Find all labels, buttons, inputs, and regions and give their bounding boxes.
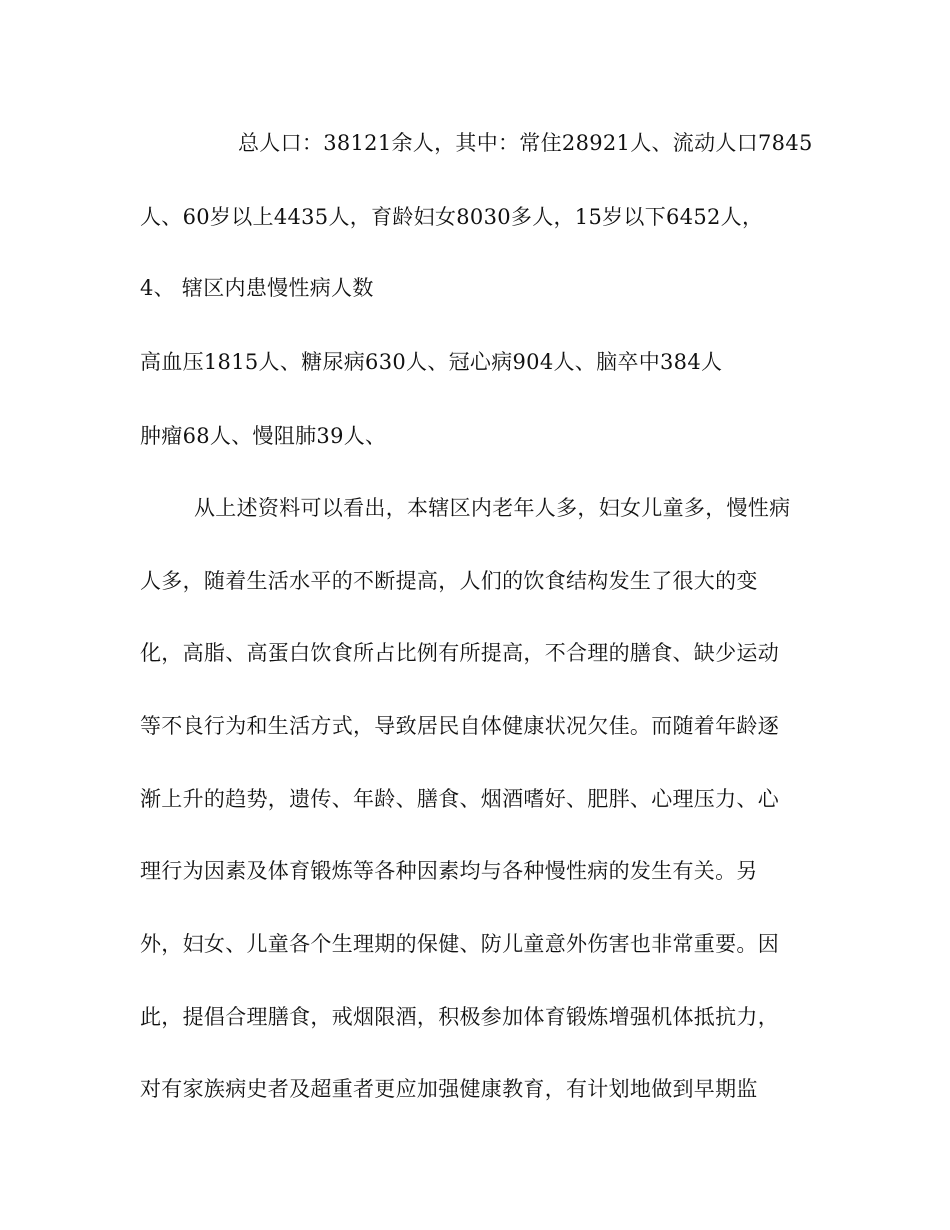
text-line-9: 等不良行为和生活方式，导致居民自体健康状况欠佳。而随着年龄逐 xyxy=(140,714,779,738)
text-line-3: 4、 辖区内患慢性病人数 xyxy=(140,276,374,300)
text-line-4: 高血压1815人、糖尿病630人、冠心病904人、脑卒中384人 xyxy=(140,350,723,374)
text-line-10: 渐上升的趋势，遗传、年龄、膳食、烟酒嗜好、肥胖、心理压力、心 xyxy=(140,787,779,811)
text-line-8: 化，高脂、高蛋白饮食所占比例有所提高，不合理的膳食、缺少运动 xyxy=(140,641,779,665)
text-line-1: 总人口：38121余人，其中：常住28921人、流动人口7845 xyxy=(238,131,813,155)
text-line-13: 此，提倡合理膳食，戒烟限酒，积极参加体育锻炼增强机体抵抗力， xyxy=(140,1005,779,1029)
text-line-14: 对有家族病史者及超重者更应加强健康教育，有计划地做到早期监 xyxy=(140,1077,758,1101)
text-line-11: 理行为因素及体育锻炼等各种因素均与各种慢性病的发生有关。另 xyxy=(140,859,758,883)
text-line-5: 肿瘤68人、慢阻肺39人、 xyxy=(140,424,387,448)
text-line-7: 人多，随着生活水平的不断提高，人们的饮食结构发生了很大的变 xyxy=(140,569,758,593)
text-line-2: 人、60岁以上4435人，育龄妇女8030多人，15岁以下6452人， xyxy=(140,205,764,229)
text-line-12: 外，妇女、儿童各个生理期的保健、防儿童意外伤害也非常重要。因 xyxy=(140,932,779,956)
text-line-6: 从上述资料可以看出，本辖区内老年人多，妇女儿童多，慢性病 xyxy=(194,496,791,520)
